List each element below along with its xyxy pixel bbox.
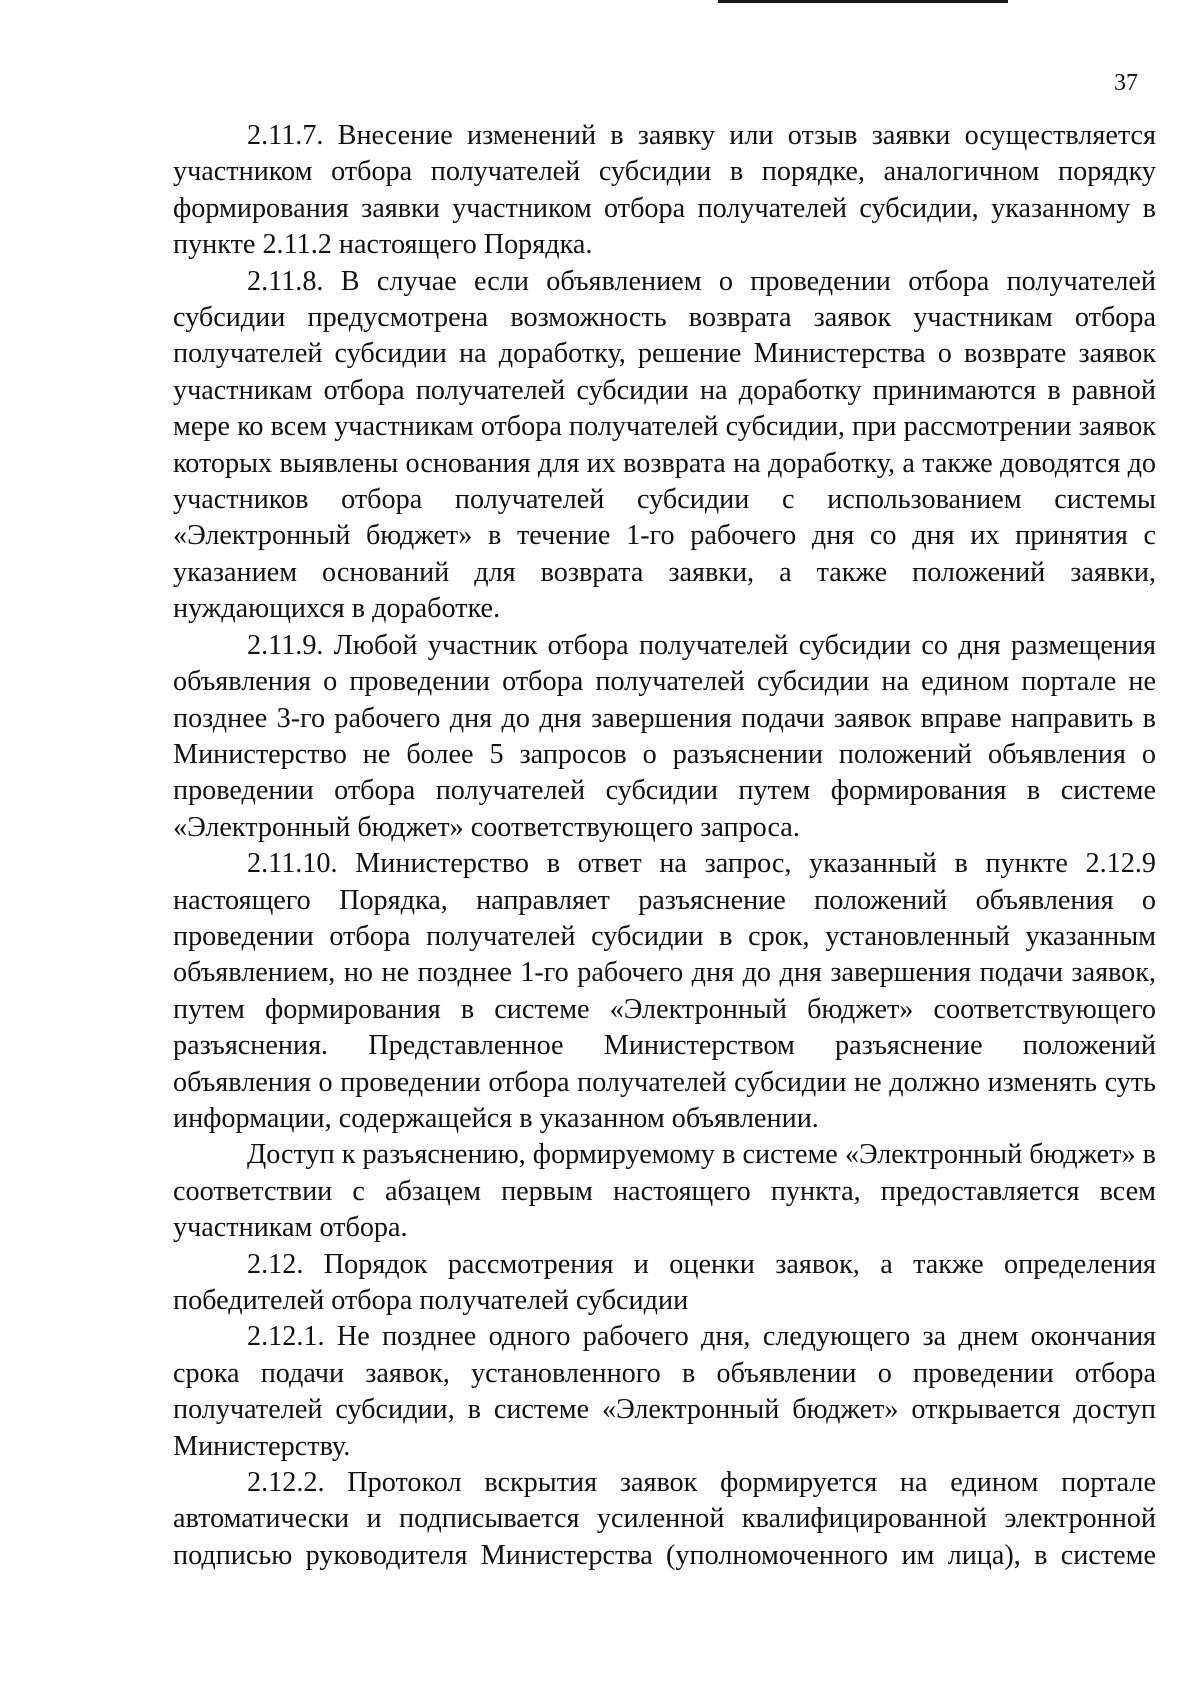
paragraph-2-11-7: 2.11.7. Внесение изменений в заявку или отзыв заявки осуществляется участником отбора получателей субсидии в порядке, аналогичном порядку формирования заявки участником отбора получателей субсидии, указанному в пункте 2.11.2 настоящего Порядка.	[173, 120, 1156, 261]
paragraph-2-12-2: 2.12.2. Протокол вскрытия заявок формируется на едином портале автоматически и подписывается усиленной квалифицированной электронной подписью руководителя Министерства (уполномоченного им лица), в системе	[173, 1467, 1156, 1571]
paragraph-2-12-1: 2.12.1. Не позднее одного рабочего дня, следующего за днем окончания срока подачи заявок, установленного в объявлении о проведении отбора получателей субсидии, в системе «Электронный бюджет» открывается доступ Министерству.	[173, 1321, 1156, 1462]
paragraph-2-11-8: 2.11.8. В случае если объявлением о проведении отбора получателей субсидии предусмотрена возможность возврата заявок участникам отбора получателей субсидии на доработку, решение Министерства о возврате заявок участникам отбора получателей субсидии на доработку принимаются в равной мере ко всем участникам отбора получателей субсидии, при рассмотрении заявок которых выявлены основания для их возврата на доработку, а также доводятся до участников отбора получателей субсидии с использованием системы «Электронный бюджет» в течение 1-го рабочего дня со дня их принятия с указанием оснований для возврата заявки, а также положений заявки, нуждающихся в доработке.	[173, 265, 1156, 625]
document-body	[173, 118, 1156, 1574]
paragraph-access-clarification: Доступ к разъяснению, формируемому в системе «Электронный бюджет» в соответствии с абзацем первым настоящего пункта, предоставляется всем участникам отбора.	[173, 1139, 1156, 1244]
section-heading-2-12: 2.12. Порядок рассмотрения и оценки заявок, а также определения победителей отбора получателей субсидии	[173, 1248, 1156, 1316]
paragraph-2-11-9: 2.11.9. Любой участник отбора получателей субсидии со дня размещения объявления о проведении отбора получателей субсидии на едином портале не позднее 3-го рабочего дня до дня завершения подачи заявок вправе направить в Министерство не более 5 запросов о разъяснении положений объявления о проведении отбора получателей субсидии путем формирования в системе «Электронный бюджет» соответствующего запроса.	[173, 629, 1156, 843]
page-number: 37	[1114, 70, 1138, 96]
top-rule	[718, 0, 1008, 3]
paragraph-2-11-10: 2.11.10. Министерство в ответ на запрос, указанный в пункте 2.12.9 настоящего Порядка, направляет разъяснение положений объявления о проведении отбора получателей субсидии в срок, установленный указанным объявлением, но не позднее 1-го рабочего дня до дня завершения подачи заявок, путем формирования в системе «Электронный бюджет» соответствующего разъяснения. Представленное Министерством разъяснение положений объявления о проведении отбора получателей субсидии не должно изменять суть информации, содержащейся в указанном объявлении.	[173, 848, 1156, 1134]
